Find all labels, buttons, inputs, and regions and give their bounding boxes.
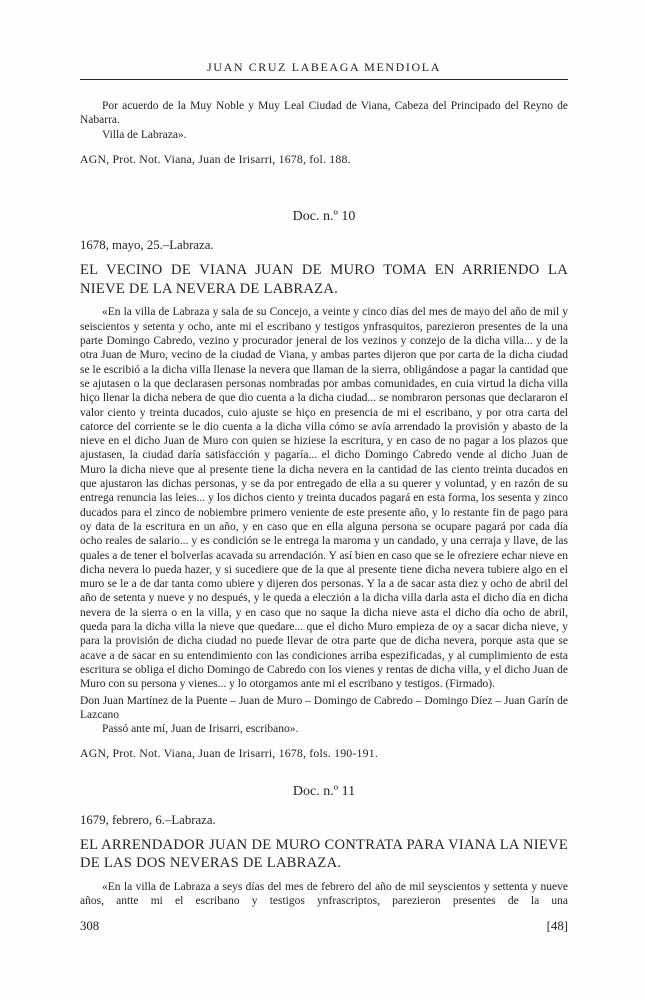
page-footer [80,919,568,934]
intro-paragraph: Por acuerdo de la Muy Noble y Muy Leal Ciudad de Viana, Cabeza del Principado del Reyno de Nabarra. [80,100,568,127]
header-rule [80,79,568,80]
folio-mark: [48] [546,919,568,933]
page-header [80,60,568,80]
document-11-section [80,783,568,909]
document-10-section [80,208,568,761]
intro-closing-line: Villa de Labraza». [102,128,187,141]
page-number: 308 [80,919,100,933]
intro-section [80,99,568,166]
doc-10-heading: Doc. n.º 10 [292,209,356,225]
doc-11-title: EL ARRENDADOR JUAN DE MURO CONTRATA PARA VIANA LA NIEVE DE LAS DOS NEVERAS DE LABRAZA. [80,836,568,872]
doc-10-title: EL VECINO DE VIANA JUAN DE MURO TOMA EN ARRIENDO LA NIEVE DE LA NEVERA DE LABRAZA. [80,262,568,297]
doc-10-body-text: «En la villa de Labraza y sala de su Concejo, a veinte y cinco días del mes de mayo del año de mil y seiscientos y setenta y ocho, ante mi el escribano y testigos ynfrasquitos, parezieron presentes de la una parte Domingo Cabredo, vezino y procurador jeneral de los vezinos y conzejo de la dicha villa... y de la otra Juan de Muro, vecino de la ciudad de Viana, y ambas partes dijeron que por carta de la dicha ciudad se le escribió a la dicha villa llenase la nevera que llaman de la sierra, obligándose a pagar la cantidad que se ajutasen o la que declarasen personas nombradas por ambas comunidades, en cuia virtud la dicha villa hiço llenar la dicha nebera de que dio cuenta a la dicha ciudad... se nombraron personas que declararon el valor ciento y treinta ducados, cuio ajuste se hiço en presencia de mi el escribano, y por otra carta del catorce del corriente se le dio cuenta a la dicha villa cómo se avía arrendado la provisión y abasto de la nieve en el dicho Juan de Muro con quien se hiziese la escritura, y en caso de no pagar a los plazos que ajustasen, la ciudad daría satisfacción y pagaría... el dicho Domingo Cabredo vende al dicho Juan de Muro la dicha nieve que al presente tiene la dicha nevera en la cantidad de las ciento treinta ducados en que ajustaron las dichas personas, y se da por entregado de ella a su querer y voluntad, y en razón de su entrega renuncia las leies... y los dichos ciento y treinta ducados pagará en esta forma, los sesenta y zinco ducados para el zinco de nobiembre primero veniente de este presente año, y lo restante fin de pago para oy data de la escritura en un año, y en caso que en ella alguna persona se ocupare pagará por cada día ocho reales de salario... y es condición se le entrega la maroma y un candado, y una cerraja y llave, de las quales a de tener el bolverlas acavada su arrendación. Y así bien en caso que se le ofreziere echar nieve en dicha nevera lo pueda hazer, y si sucediere que de la que al presente tiene dicha nevera tubiere algo en el muro se le a de dar tanta como ubiere y dijeren dos personas. Y la a de sacar asta diez y ocho de abril del año de setenta y nueve y no después, y le queda a eleczión a la dicha villa darla asta el dicho día en dicha nevera de la sierra o en la villa, y en caso que no saque la dicha nieve asta el dicho día ocho de abril, queda para la dicha villa la nieve que quedare... que el dicho Muro empieza de oy a sacar dicha nieve, y para la provisión de dicha ciudad no puede llevar de otra parte que de dicha nevera, porque asta que se acave a de sacar en su entendimiento con las condiciones arriba espezificadas, y al cumplimiento de esta escritura se obliga el dicho Domingo de Cabredo con los vienes y rentas de dicha villa, y el dicho Juan de Muro con su persona y vienes... y lo otorgamos ante mi el escribano y testigos. (Firmado). [80,306,568,691]
doc-11-heading: Doc. n.º 11 [292,783,356,799]
archive-citation: AGN, Prot. Not. Viana, Juan de Irisarri, 1678, fol. 188. [80,151,351,166]
doc-10-date-line: 1678, mayo, 25.–Labraza. [80,238,214,253]
running-head: JUAN CRUZ LABEAGA MENDIOLA [207,60,441,74]
doc-10-closing-line: Passó ante mí, Juan de Irisarri, escribano». [102,723,299,736]
archive-citation: AGN, Prot. Not. Viana, Juan de Irisarri, 1678, fols. 190-191. [80,746,378,761]
doc-11-body-text: «En la villa de Labraza a seys días del mes de febrero del año de mil seyscientos y settenta y nueve años, antte mi el escribano y testigos ynfrascriptos, parezieron presentes de la una [80,880,568,908]
doc-10-signatures: Don Juan Martínez de la Puente – Juan de Muro – Domingo de Cabredo – Domingo Díez – Juan Garín de Lazcano [80,694,568,721]
doc-11-date-line: 1679, febrero, 6.–Labraza. [80,812,216,827]
